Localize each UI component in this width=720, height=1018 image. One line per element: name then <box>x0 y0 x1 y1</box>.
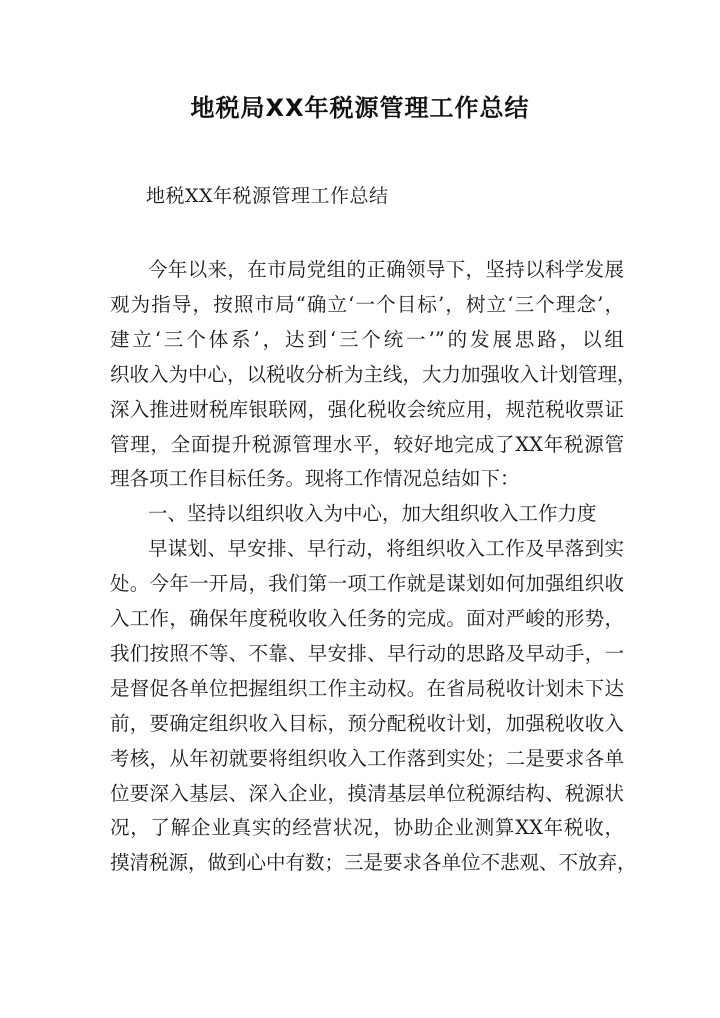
body-line: 况，了解企业真实的经营状况，协助企业测算XX年税收， <box>110 816 624 840</box>
body-line: 位要深入基层、深入企业，摸清基层单位税源结构、税源状 <box>110 781 624 805</box>
body-line: 早谋划、早安排、早行动，将组织收入工作及早落到实 <box>148 537 624 561</box>
body-line: 处。今年一开局，我们第一项工作就是谋划如何加强组织收 <box>110 572 624 596</box>
body-line: 管理，全面提升税源管理水平，较好地完成了XX年税源管 <box>110 432 624 456</box>
body-line: 深入推进财税库银联网，强化税收会统应用，规范税收票证 <box>110 397 624 421</box>
body-line: 建立‘三个体系’，达到‘三个统一’”的发展思路，以组 <box>110 327 624 351</box>
body-line: 观为指导，按照市局“确立‘一个目标’，树立‘三个理念’， <box>110 292 624 316</box>
body-line: 考核，从年初就要将组织收入工作落到实处；二是要求各单 <box>110 746 624 770</box>
body-line: 我们按照不等、不靠、早安排、早行动的思路及早动手，一 <box>110 641 624 665</box>
body-line: 前，要确定组织收入目标，预分配税收计划，加强税收收入 <box>110 711 624 735</box>
document-title: 地税局XX年税源管理工作总结 <box>190 94 530 122</box>
body-line: 入工作，确保年度税收收入任务的完成。面对严峻的形势， <box>110 607 624 630</box>
body-line: 是督促各单位把握组织工作主动权。在省局税收计划未下达 <box>110 676 624 700</box>
body-line: 一、坚持以组织收入为中心，加大组织收入工作力度 <box>148 502 597 526</box>
body-line: 织收入为中心，以税收分析为主线，大力加强收入计划管理， <box>110 362 637 386</box>
body-line: 摸清税源，做到心中有数；三是要求各单位不悲观、不放弃， <box>110 851 637 875</box>
body-line: 理各项工作目标任务。现将工作情况总结如下： <box>110 467 520 491</box>
body-line: 今年以来，在市局党组的正确领导下，坚持以科学发展 <box>148 258 624 281</box>
document-subtitle: 地税XX年税源管理工作总结 <box>146 185 389 207</box>
